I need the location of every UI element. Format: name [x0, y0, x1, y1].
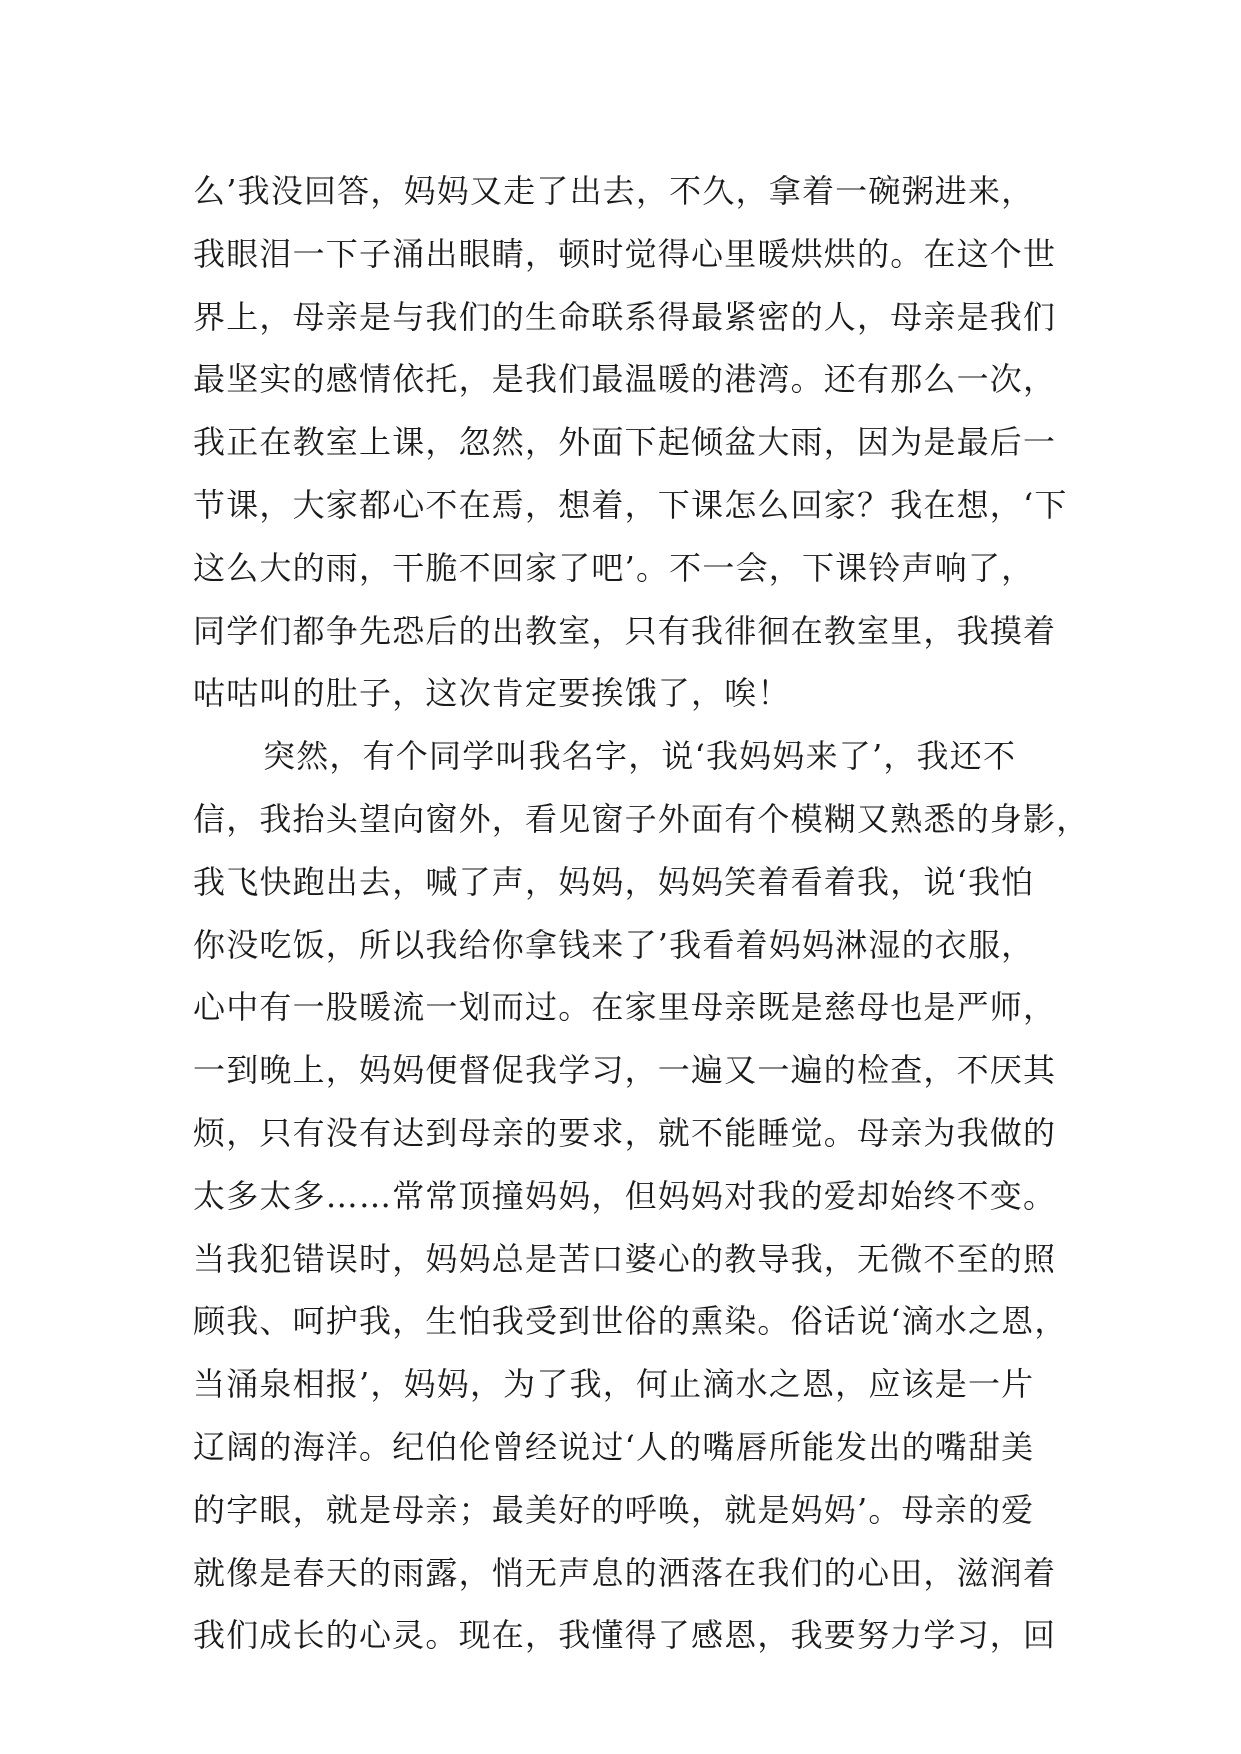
text-line: 我飞快跑出去，喊了声，妈妈，妈妈笑着看着我，说‘我怕: [193, 862, 1035, 901]
text-line: 就像是春天的雨露，悄无声息的洒落在我们的心田，滋润着: [193, 1553, 1057, 1592]
text-line: 同学们都争先恐后的出教室，只有我徘徊在教室里，我摸着: [193, 611, 1057, 650]
text-line: 么’我没回答，妈妈又走了出去，不久，拿着一碗粥进来，: [193, 172, 1035, 210]
text-line: 太多太多……常常顶撞妈妈，但妈妈对我的爱却始终不变。: [193, 1176, 1057, 1215]
text-line: 当我犯错误时，妈妈总是苦口婆心的教导我，无微不至的照: [193, 1239, 1057, 1278]
text-line: 的字眼，就是母亲；最美好的呼唤，就是妈妈’。母亲的爱: [193, 1490, 1035, 1529]
text-line: 咕咕叫的肚子，这次肯定要挨饿了，唉！: [193, 674, 791, 713]
text-line: 这么大的雨，干脆不回家了吧’。不一会，下课铃声响了，: [193, 548, 1035, 587]
text-line: 顾我、呵护我，生怕我受到世俗的熏染。俗话说‘滴水之恩，: [193, 1302, 1068, 1341]
text-line: 烦，只有没有达到母亲的要求，就不能睡觉。母亲为我做的: [193, 1113, 1057, 1152]
text-line: 界上，母亲是与我们的生命联系得最紧密的人，母亲是我们: [193, 297, 1057, 336]
text-line: 你没吃饭，所以我给你拿钱来了’我看着妈妈淋湿的衣服，: [193, 925, 1035, 964]
text-line: 节课，大家都心不在焉，想着，下课怎么回家？我在想，‘下: [193, 485, 1068, 524]
text-line: 辽阔的海洋。纪伯伦曾经说过‘人的嘴唇所能发出的嘴甜美: [193, 1427, 1035, 1466]
text-line: 心中有一股暖流一划而过。在家里母亲既是慈母也是严师，: [193, 988, 1057, 1027]
text-line: 我眼泪一下子涌出眼睛，顿时觉得心里暖烘烘的。在这个世: [193, 234, 1057, 273]
text-line: 一到晚上，妈妈便督促我学习，一遍又一遍的检查，不厌其: [193, 1051, 1057, 1090]
text-line: 我们成长的心灵。现在，我懂得了感恩，我要努力学习，回: [193, 1616, 1057, 1655]
body-text: [193, 160, 1090, 1667]
paragraph-start-line: 突然，有个同学叫我名字，说‘我妈妈来了’，我还不: [263, 737, 1017, 776]
text-line: 当涌泉相报’，妈妈，为了我，何止滴水之恩，应该是一片: [193, 1365, 1035, 1404]
text-line: 我正在教室上课，忽然，外面下起倾盆大雨，因为是最后一: [193, 423, 1057, 462]
text-line: 信，我抬头望向窗外，看见窗子外面有个模糊又熟悉的身影，: [193, 799, 1090, 838]
text-line: 最坚实的感情依托，是我们最温暖的港湾。还有那么一次，: [193, 360, 1057, 399]
